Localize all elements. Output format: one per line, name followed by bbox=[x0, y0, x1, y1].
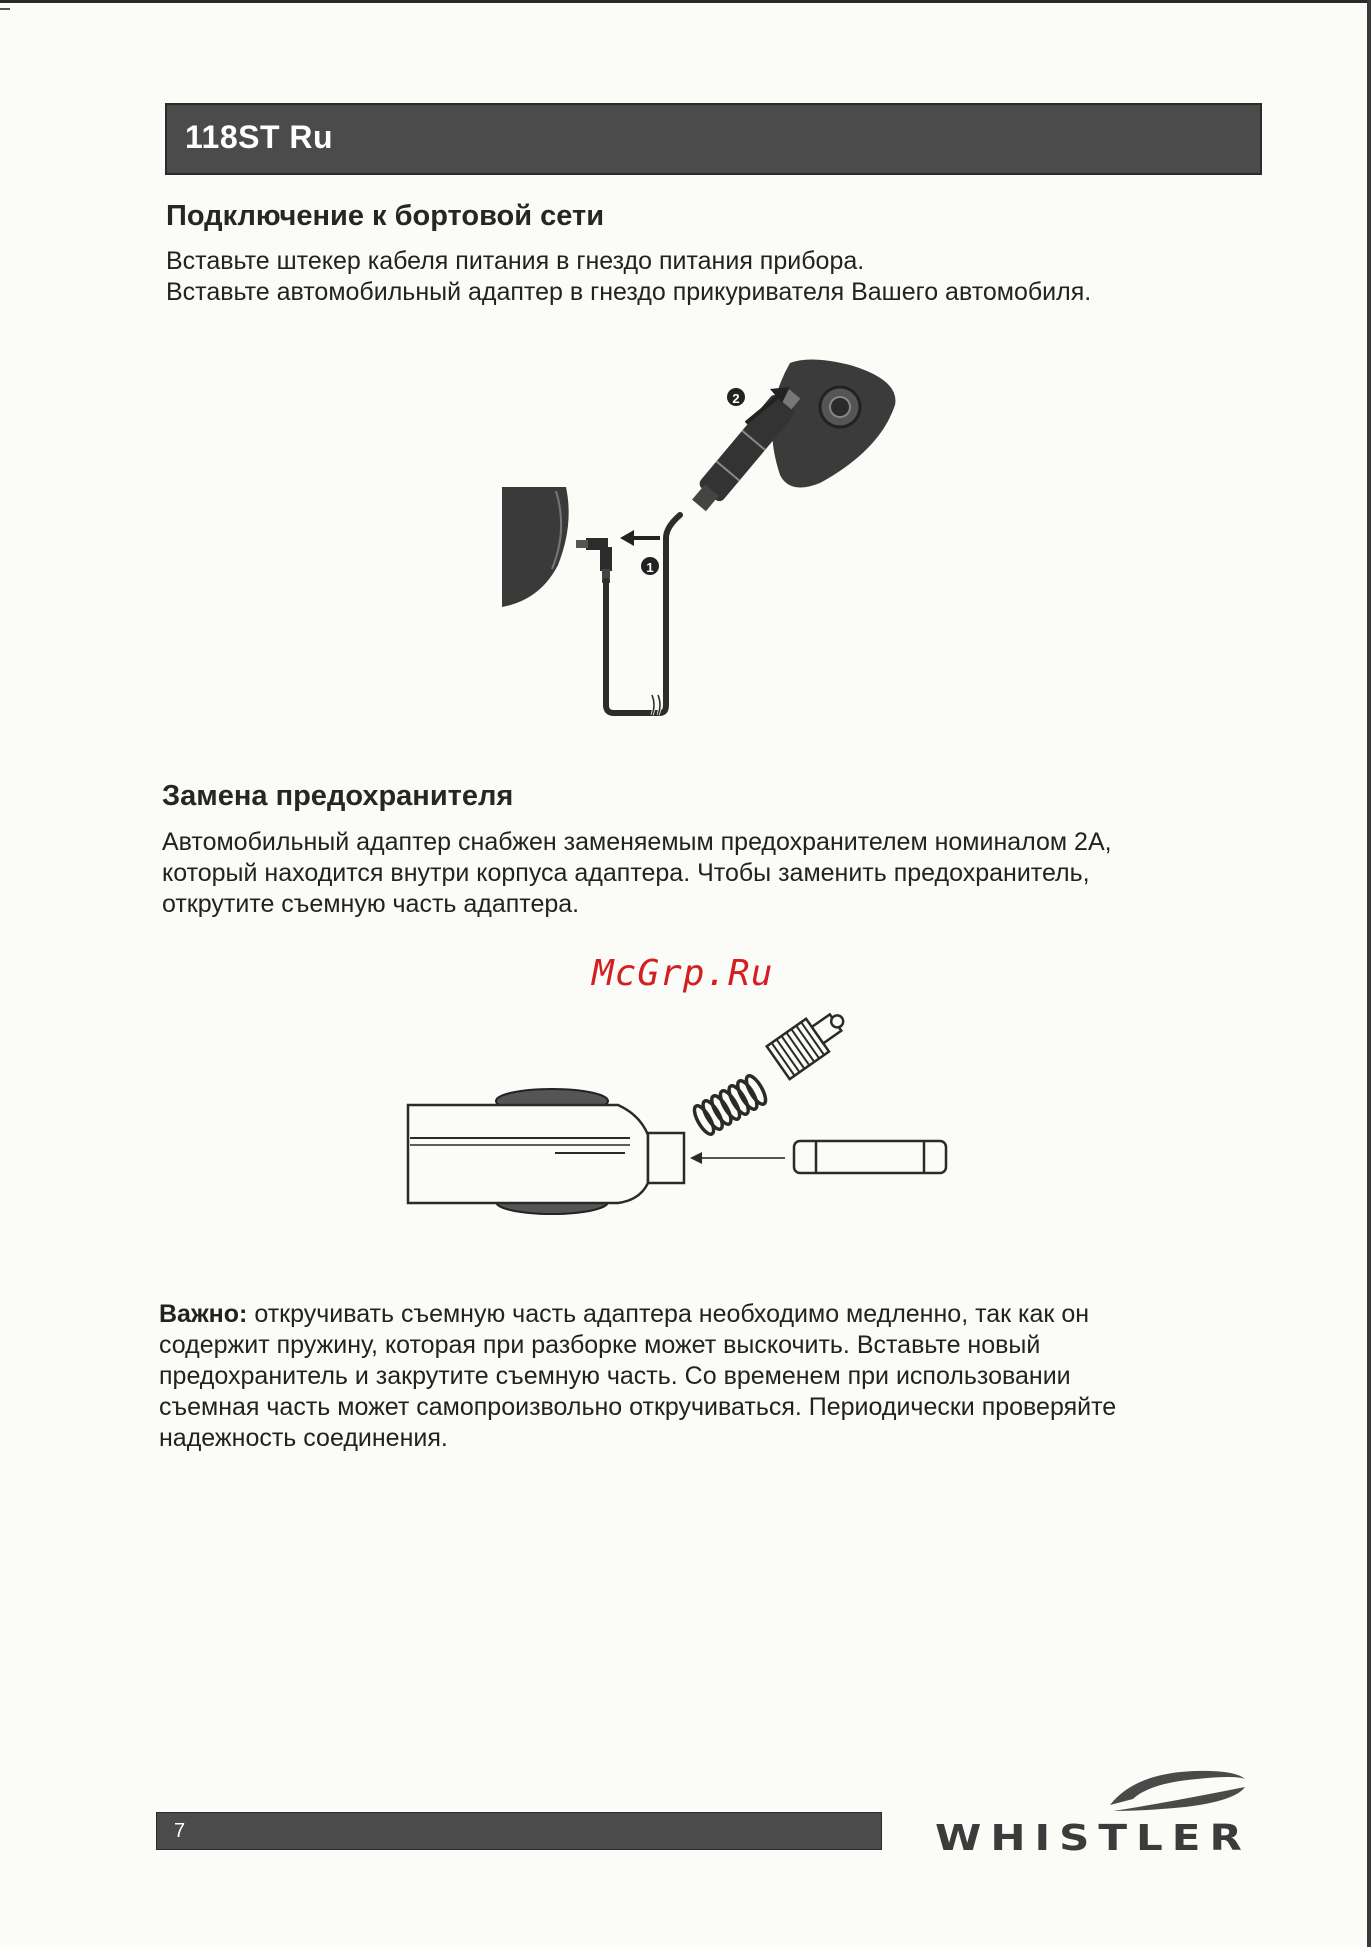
text-line: который находится внутри корпуса адаптера. Чтобы заменить предохранитель, bbox=[162, 859, 1090, 887]
section-heading-connection: Подключение к бортовой сети bbox=[166, 200, 605, 232]
section-fuse-text bbox=[162, 827, 1112, 920]
section-heading-fuse: Замена предохранителя bbox=[162, 780, 514, 812]
removable-cap bbox=[767, 1005, 854, 1079]
header-bar bbox=[165, 103, 1262, 175]
page-edge bbox=[0, 0, 1371, 3]
logo-swoosh-icon bbox=[935, 1765, 1255, 1815]
note-first-line bbox=[159, 1299, 1239, 1330]
text-line: содержит пружину, которая при разборке может выскочить. Вставьте новый bbox=[159, 1331, 1041, 1359]
whistler-logo bbox=[935, 1765, 1255, 1860]
step2-label: 2 bbox=[732, 391, 740, 406]
note-label: Важно: bbox=[159, 1300, 248, 1328]
spring bbox=[691, 1073, 769, 1137]
connection-diagram bbox=[490, 355, 910, 735]
corner-mark bbox=[0, 8, 10, 10]
note-text: откручивать съемную часть адаптера необходимо медленно, так как он bbox=[247, 1300, 1090, 1328]
logo-text: WHISTLER bbox=[935, 1817, 1251, 1859]
fuse-diagram bbox=[400, 1005, 960, 1235]
arrow-step1-icon bbox=[620, 530, 660, 546]
section-connection-text bbox=[166, 246, 1091, 308]
watermark: McGrp.Ru bbox=[592, 953, 774, 994]
text-line: предохранитель и закрутите съемную часть. Со временем при использовании bbox=[159, 1362, 1071, 1390]
page-title: 118ST Ru bbox=[185, 119, 334, 155]
power-cable bbox=[606, 515, 680, 713]
page-edge-right bbox=[1367, 0, 1371, 1947]
text-line: Автомобильный адаптер снабжен заменяемым предохранителем номиналом 2А, bbox=[162, 828, 1112, 856]
text-line: открутите съемную часть адаптера. bbox=[162, 890, 580, 918]
step1-label: 1 bbox=[646, 560, 654, 575]
adapter-body bbox=[408, 1089, 684, 1214]
text-line: Вставьте штекер кабеля питания в гнездо питания прибора. bbox=[166, 247, 865, 275]
power-plug bbox=[576, 538, 612, 583]
text-line: надежность соединения. bbox=[159, 1424, 448, 1452]
text-line: съемная часть может самопроизвольно откручиваться. Периодически проверяйте bbox=[159, 1393, 1117, 1421]
fuse bbox=[794, 1141, 946, 1173]
insert-arrow-icon bbox=[690, 1152, 785, 1164]
text-line: Вставьте автомобильный адаптер в гнездо прикуривателя Вашего автомобиля. bbox=[166, 278, 1092, 306]
important-note bbox=[159, 1299, 1239, 1454]
page-number: 7 bbox=[174, 1820, 186, 1842]
footer-bar bbox=[156, 1812, 882, 1850]
